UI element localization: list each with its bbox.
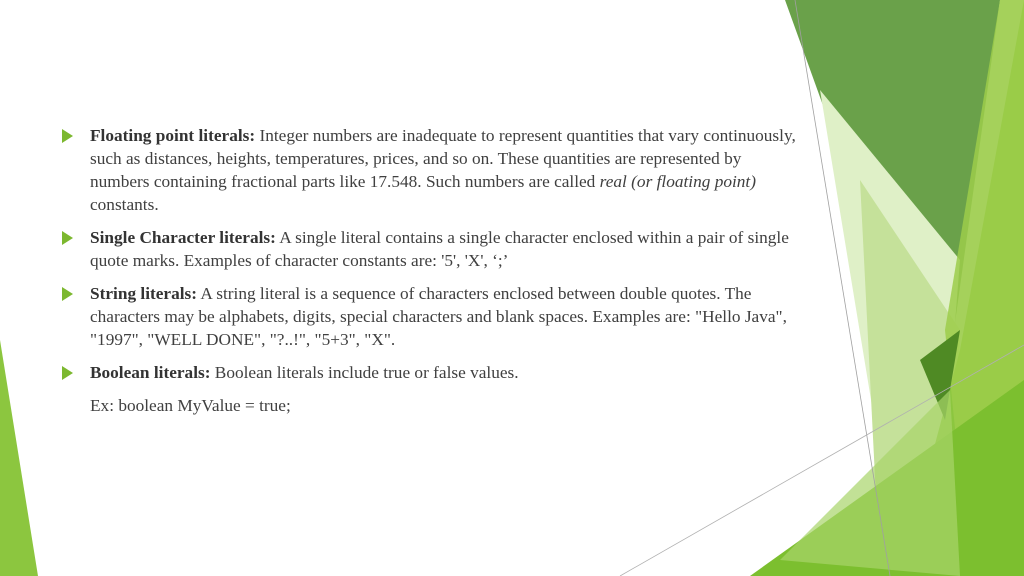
bullet-title: String literals: <box>90 284 198 303</box>
bullet-text: A single literal contains a single character enclosed within a pair of single quote marks. Examples of character constants are: '5', 'X', ‘;’ <box>90 228 789 270</box>
bullet-arrow-icon <box>62 287 73 301</box>
bullet-text: A string literal is a sequence of characters enclosed between double quotes. The characters may be alphabets, digits, special characters and blank spaces. Examples are: "Hello Java", "1997", "WELL DONE", "?..!", "5+3", "X". <box>90 284 787 349</box>
bullet-text: Boolean literals include true or false values. <box>210 363 519 382</box>
bullet-title: Single Character literals: <box>90 228 276 247</box>
bullet-text-end: constants. <box>90 195 159 214</box>
bullet-single-character <box>60 226 805 272</box>
bullet-title: Boolean literals: <box>90 363 211 382</box>
example-line: Ex: boolean MyValue = true; <box>90 396 291 415</box>
bullet-italic-text: real (or floating point) <box>599 172 756 191</box>
bullet-floating-point <box>60 124 805 216</box>
bullet-arrow-icon <box>62 129 73 143</box>
bullet-string <box>60 282 805 351</box>
bullet-boolean <box>60 361 805 384</box>
bullet-title: Floating point literals: <box>90 126 256 145</box>
left-edge-facet <box>0 340 38 576</box>
facet-bottom-light <box>780 390 960 576</box>
bullet-arrow-icon <box>62 366 73 380</box>
bullet-list <box>60 124 805 417</box>
bullet-arrow-icon <box>62 231 73 245</box>
bullet-text: Integer numbers are inadequate to represent quantities that vary continuously, such as distances, heights, temperatures, prices, and so on. These quantities are represented by numbers containing fractional parts like 17.548. Such numbers are called <box>90 126 796 191</box>
